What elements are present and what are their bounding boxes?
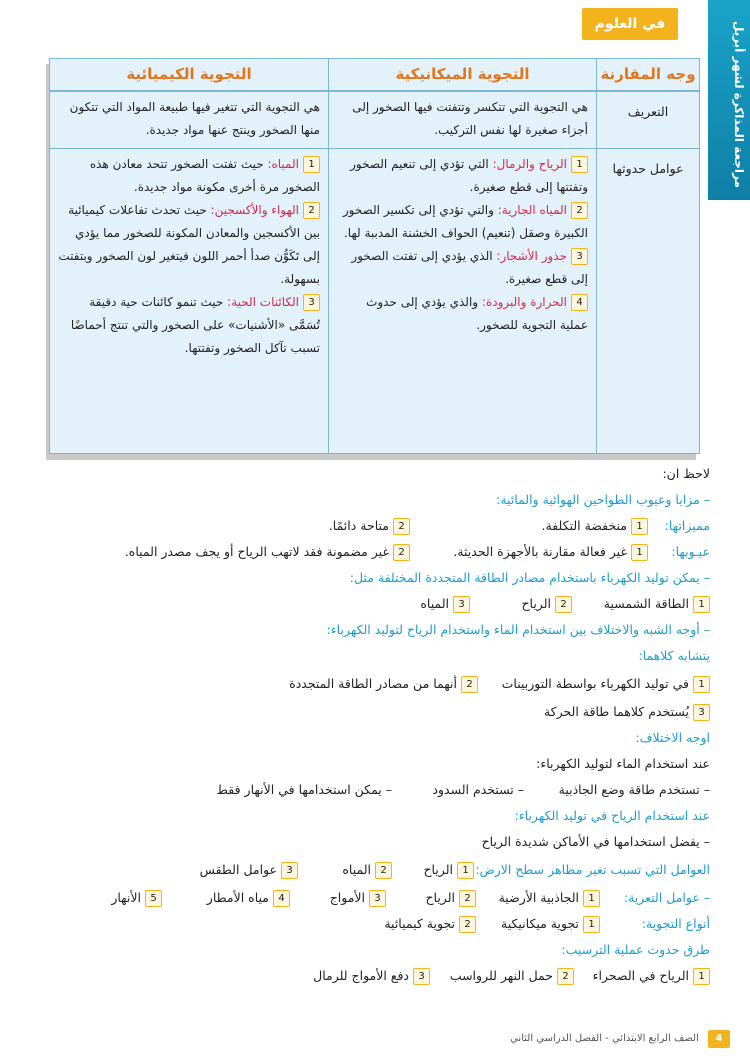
mechanical-factor-title: الحرارة والبرودة: (481, 295, 567, 309)
number-badge: 2 (459, 916, 476, 933)
mechanical-factor-title: الرياح والرمال: (492, 157, 567, 171)
mechanical-factor-title: جذور الأشجار: (496, 249, 567, 263)
mechanical-factor-item (337, 291, 588, 337)
weathering-item-1: 1تجوية ميكانيكية (501, 912, 600, 936)
number-badge: 3 (281, 862, 298, 879)
page-footer (510, 1029, 730, 1049)
similarities-differences-title: – أوجه الشبه والاختلاف بين استخدام الماء واستخدام الرياح لتوليد الكهرباء: (326, 622, 710, 637)
mechanical-factor-text: الذي يؤدي إلى تفتت الصخور إلى قطع صغيرة. (351, 249, 588, 286)
erosion-label: – عوامل التعرية: (623, 890, 710, 905)
renewable-item-3: 3المياه (420, 592, 470, 616)
number-badge: 2 (557, 968, 574, 985)
side-strip (708, 0, 750, 200)
water-use-item-1: – تستخدم طاقة وضع الجاذبية (558, 782, 710, 797)
subject-tag: في العلوم (582, 8, 678, 40)
disadvantage-item-2: 2غير مضمونة فقد لاتهب الرياح أو يجف مصدر المياه. (125, 540, 410, 564)
number-badge: 1 (631, 518, 648, 535)
number-badge: 1 (631, 544, 648, 561)
similarities-label: يتشابه كلاهما: (638, 648, 710, 663)
number-badge: 3 (413, 968, 430, 985)
side-label: مراجعة المذاكرة لشهر أبريل (732, 20, 746, 188)
number-badge: 4 (273, 890, 290, 907)
mechanical-factor-item (337, 153, 588, 199)
header-chemical: التجوية الكيميائية (50, 59, 329, 91)
mechanical-factor-text: والتي تؤدي إلى تكسير الصخور الكبيرة وصقل (تنعيم) الحواف الخشنة المدببة لها. (342, 203, 588, 240)
mechanical-factor-item (337, 199, 588, 245)
number-badge: 2 (303, 202, 320, 219)
mechanical-factor-text: التي تؤدي إلى تنعيم الصخور وتفتتها إلى قطع صغيرة. (350, 157, 588, 194)
number-badge: 1 (303, 156, 320, 173)
mechanical-definition: هي التجوية التي تتكسر وتتفتت فيها الصخور إلى أجزاء صغيرة لها نفس التركيب. (329, 91, 597, 149)
chemical-factor-text: حيث تنمو كائنات حية دقيقة تُسَمَّى «الأشنيات» على الصخور والتي تنتج أحماضًا تسبب تآكل الصخور وتفتتها. (70, 295, 320, 355)
advantage-item-2: 2متاحة دائمًا. (329, 514, 410, 538)
similarity-item-1: 1في توليد الكهرباء بواسطة التوربينات (502, 672, 710, 696)
erosion-item-1: 1الجاذبية الأرضية (499, 886, 600, 910)
water-use-item-3: – يمكن استخدامها في الأنهار فقط (216, 782, 392, 797)
renewable-title: – يمكن توليد الكهرباء باستخدام مصادر الطاقة المتجددة المختلفة مثل: (349, 570, 710, 585)
wind-use-item-1: – يفضل استخدامها في الأماكن شديدة الرياح (481, 834, 710, 849)
number-badge: 2 (375, 862, 392, 879)
number-badge: 2 (459, 890, 476, 907)
chemical-factor-title: الكائنات الحية: (227, 295, 299, 309)
disadvantage-item-1: 1غير فعالة مقارنة بالأجهزة الحديثة. (453, 540, 648, 564)
surface-item-2: 2المياه (342, 858, 392, 882)
deposition-title: طرق حدوث عملية الترسيب: (561, 942, 710, 957)
number-badge: 2 (571, 202, 588, 219)
chemical-factor-title: المياه: (267, 157, 299, 171)
similarity-item-2: 2أنهما من مصادر الطاقة المتجددة (289, 672, 478, 696)
observe-heading: لاحظ ان: (662, 466, 710, 481)
weathering-types-label: أنواع التجوية: (641, 916, 710, 931)
chemical-definition: هي التجوية التي تتغير فيها طبيعة المواد التي تتكون منها الصخور وينتج عنها مواد جديدة. (50, 91, 329, 149)
disadvantages-label: عيـوبها: (671, 544, 710, 559)
chemical-factor-item (58, 291, 320, 360)
number-badge: 1 (693, 596, 710, 613)
number-badge: 2 (393, 544, 410, 561)
number-badge: 1 (583, 916, 600, 933)
number-badge: 2 (393, 518, 410, 535)
number-badge: 3 (303, 294, 320, 311)
footer-text: الصف الرابع الابتدائي - الفصل الدراسي الثاني (510, 1033, 699, 1044)
number-badge: 3 (571, 248, 588, 265)
deposition-item-2: 2حمل النهر للرواسب (450, 964, 574, 988)
mechanical-factor-title: المياه الجارية: (497, 203, 567, 217)
aspect-definition: التعريف (597, 91, 700, 149)
erosion-item-2: 2الرياح (425, 886, 476, 910)
water-use-item-2: – تستخدم السدود (432, 782, 524, 797)
advantage-item-1: 1منخفضة التكلفة. (542, 514, 648, 538)
chemical-factor-item (58, 199, 320, 291)
similarity-item-3: 3يُستخدم كلاهما طاقة الحركة (544, 700, 710, 724)
erosion-item-4: 4مياه الأمطار (207, 886, 290, 910)
erosion-item-5: 5الأنهار (111, 886, 162, 910)
deposition-item-1: 1الرياح في الصحراء (593, 964, 710, 988)
surface-item-3: 3عوامل الطقس (200, 858, 298, 882)
header-aspect: وجه المقارنة (597, 59, 700, 91)
number-badge: 1 (583, 890, 600, 907)
number-badge: 1 (457, 862, 474, 879)
number-badge: 3 (369, 890, 386, 907)
number-badge: 1 (571, 156, 588, 173)
number-badge: 3 (453, 596, 470, 613)
mechanical-factors (329, 149, 597, 454)
deposition-item-3: 3دفع الأمواج للرمال (313, 964, 430, 988)
page-number: 4 (708, 1030, 730, 1048)
chemical-factors (50, 149, 329, 454)
number-badge: 1 (693, 968, 710, 985)
number-badge: 1 (693, 676, 710, 693)
chemical-factor-item (58, 153, 320, 199)
weathering-item-2: 2تجوية كيميائية (384, 912, 476, 936)
wind-use-title: عند استخدام الرياح في توليد الكهرباء: (514, 808, 710, 823)
number-badge: 3 (693, 704, 710, 721)
chemical-factor-title: الهواء والأكسجين: (210, 203, 299, 217)
differences-label: اوجه الاختلاف: (635, 730, 710, 745)
erosion-item-3: 3الأمواج (330, 886, 386, 910)
number-badge: 4 (571, 294, 588, 311)
number-badge: 5 (145, 890, 162, 907)
chemical-factor-text: حيث تفتت الصخور تتحد معادن هذه الصخور مرة أخرى مكونة مواد جديدة. (89, 157, 320, 194)
header-mechanical: التجوية الميكانيكية (329, 59, 597, 91)
surface-item-1: 1الرياح (423, 858, 474, 882)
number-badge: 2 (461, 676, 478, 693)
advantages-label: مميزاتها: (664, 518, 710, 533)
renewable-item-1: 1الطاقة الشمسية (604, 592, 710, 616)
water-use-title: عند استخدام الماء لتوليد الكهرباء: (536, 756, 710, 771)
number-badge: 2 (555, 596, 572, 613)
comparison-table (50, 58, 700, 454)
mechanical-factor-item (337, 245, 588, 291)
chemical-factor-text: حيث تحدث تفاعلات كيميائية بين الأكسجين والمعادن المكونة للصخور مما يؤدي إلى تَكَوُّن صدأ أحمر اللون فيتغير لون الصخور وبتفتت بسهولة. (58, 203, 320, 286)
mechanical-factor-text: والذي يؤدي إلى حدوث عملية التجوية للصخور. (366, 295, 588, 332)
renewable-item-2: 2الرياح (521, 592, 572, 616)
surface-factors-label: العوامل التي تسبب تغير مظاهر سطح الارض: (475, 862, 710, 877)
windmills-title: – مزايا وعيوب الطواحين الهوائية والمائية: (496, 492, 710, 507)
aspect-factors: عوامل حدوثها (597, 149, 700, 454)
